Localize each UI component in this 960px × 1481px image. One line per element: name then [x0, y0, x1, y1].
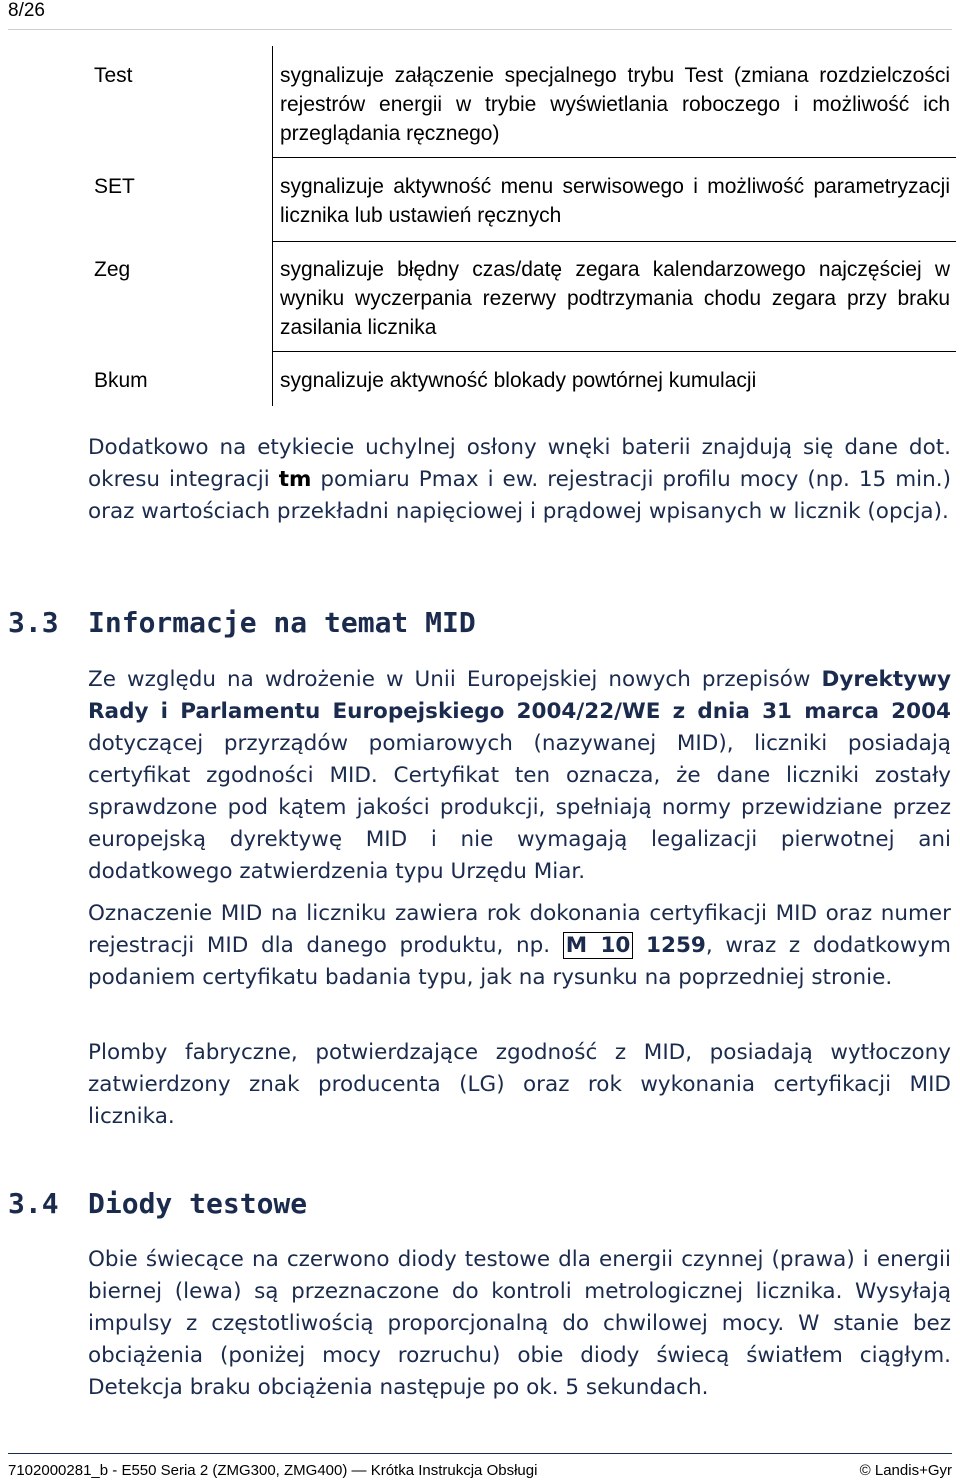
desc-zeg: sygnalizuje błędny czas/datę zegara kalendarzowego najczęściej w wyniku wyczerpania rezerwy podtrzymania chodu zegara przy braku zasilania licznika: [280, 258, 950, 339]
paragraph-mid-intro: [88, 664, 951, 888]
paragraph-seals: Plomby fabryczne, potwierdzające zgodność z MID, posiadają wytłoczony zatwierdzony znak producenta (LG) oraz rok wykonania certyfikacji MID licznika.: [88, 1040, 951, 1129]
term-zeg: Zeg: [94, 258, 131, 281]
text-span: , wraz z dodatkowym podaniem certyfikatu badania typu, jak na rysunku na poprzedniej stronie.: [88, 933, 951, 990]
term-set: SET: [94, 175, 135, 198]
text-span: dotyczącej przyrządów pomiarowych (nazywanej MID), liczniki posiadają certyfikat zgodności MID. Certyfikat ten oznacza, że dane liczniki zostały sprawdzone pod kątem jakości produkcji, spełniają normy przewidziane przez europejską dyrektywę MID i nie wymagają legalizacji pierwotnej ani dodatkowego zatwierdzenia typu Urzędu Miar.: [88, 731, 951, 884]
row-separator: [272, 351, 956, 352]
section-heading-3-3: [8, 606, 476, 640]
page-number: 8/26: [8, 0, 45, 21]
term-bkum: Bkum: [94, 369, 148, 392]
section-number: 3.4: [8, 1187, 59, 1220]
row-separator: [272, 157, 956, 158]
section-title: Diody testowe: [88, 1187, 308, 1220]
table-divider: [272, 46, 273, 406]
desc-set: sygnalizuje aktywność menu serwisowego i możliwość parametryzacji licznika lub ustawień ręcznych: [280, 175, 950, 227]
row-separator: [272, 241, 956, 242]
mid-mark-box: M 10: [563, 932, 634, 959]
section-number: 3.3: [8, 606, 59, 639]
footer-rule: [8, 1453, 952, 1454]
text-span: Ze względu na wdrożenie w Unii Europejskiej nowych przepisów: [88, 667, 822, 692]
paragraph-mid-marking: [88, 898, 951, 994]
footer-copyright: © Landis+Gyr: [859, 1462, 952, 1479]
bold-directive: Dyrektywy Rady i Parlamentu Europejskiego 2004/22/WE z dnia 31 marca 2004: [88, 667, 951, 724]
section-title: Informacje na temat MID: [88, 606, 476, 639]
bold-term: tm: [278, 467, 312, 492]
paragraph-test-leds: Obie świecące na czerwono diody testowe dla energii czynnej (prawa) i energii biernej (lewa) są przeznaczone do kontroli metrologicznej licznika. Wysyłają impulsy z częstotliwością proporcjonalną do chwilowej mocy. W stanie bez obciążenia (poniżej mocy rozruchu) obie diody świecą światłem ciągłym. Detekcja braku obciążenia następuje po ok. 5 sekundach.: [88, 1247, 951, 1400]
paragraph-dodatkowo: [88, 432, 951, 528]
desc-bkum: sygnalizuje aktywność blokady powtórnej kumulacji: [280, 369, 757, 392]
bold-number: 1259: [646, 933, 706, 958]
section-heading-3-4: [8, 1187, 307, 1221]
text-span: Oznaczenie MID na liczniku zawiera rok dokonania certyfikacji MID oraz numer rejestracji MID dla danego produktu, np.: [88, 901, 951, 958]
text-span: Dodatkowo na etykiecie uchylnej osłony wnęki baterii znajdują się dane dot. okresu integracji: [88, 435, 951, 492]
text-span: pomiaru Pmax i ew. rejestracji profilu mocy (np. 15 min.) oraz wartościach przekładni napięciowej i prądowej wpisanych w licznik (opcja).: [88, 467, 951, 524]
top-rule: [8, 29, 952, 30]
desc-test: sygnalizuje załączenie specjalnego trybu Test (zmiana rozdzielczości rejestrów energii w trybie wyświetlania roboczego i możliwość ich przeglądania ręcznego): [280, 64, 950, 145]
footer-document-id: 7102000281_b - E550 Seria 2 (ZMG300, ZMG400) — Krótka Instrukcja Obsługi: [8, 1462, 538, 1479]
term-test: Test: [94, 64, 133, 87]
